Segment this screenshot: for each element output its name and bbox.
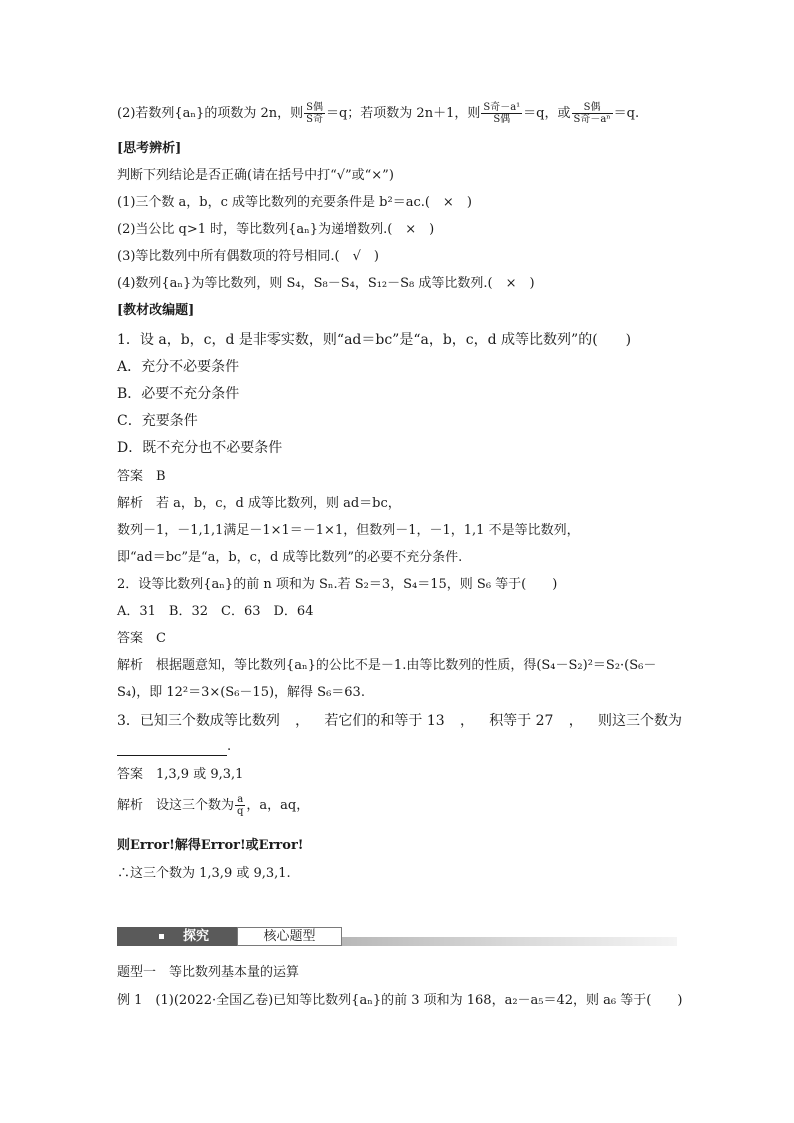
think-heading: [思考辨析] [117,141,182,156]
type-1-heading: 题型一 等比数列基本量的运算 [117,965,300,980]
think-item: (3)等比数列中所有偶数项的符号相同.( √ ) [117,249,379,264]
question-3-conclusion: ∴这三个数为 1,3,9 或 9,3,1. [117,866,291,881]
question-1-option-c: C．充要条件 [117,413,198,429]
think-intro: 判断下列结论是否正确(请在括号中打“√”或“×”) [117,168,394,183]
question-1-answer: 答案 B [117,469,166,484]
textbook-heading: [教材改编题] [117,303,195,318]
question-1-analysis: 解析 若 a，b，c，d 成等比数列，则 ad＝bc， [117,496,401,511]
question-1-option-d: D．既不充分也不必要条件 [117,440,283,456]
question-2-analysis: S₄)，即 12²＝3×(S₆－15)，解得 S₆＝63. [117,685,365,700]
think-item: (4)数列{aₙ}为等比数列，则 S₄，S₈－S₄，S₁₂－S₈ 成等比数列.( × ) [117,276,535,291]
sum-ratio-property: (2)若数列{aₙ}的项数为 2n，则 $\frac{\text{S偶}}{\text{S奇}}$ ＝q；若项数为 2n＋1，则 $\frac{\text{S奇－a¹}}{\text{S偶}}$ ＝q，或 $\frac{\text{S偶}}{\text{S奇－aⁿ}}$ ＝q. [117,102,640,125]
banner-light-tab: 核心题型 [237,927,342,946]
question-1-stem: 1．设 a，b，c，d 是非零实数，则“ad＝bc”是“a，b，c，d 成等比数列”的( ) [117,332,632,348]
fraction: $\frac{\text{S偶}}{\text{S奇}}$ [306,102,323,125]
fraction: $\frac{\text{S偶}}{\text{S奇－aⁿ}}$ [573,102,611,125]
section-banner [117,927,677,946]
answer-blank [117,741,227,756]
question-2-answer: 答案 C [117,631,166,646]
think-item: (2)当公比 q>1 时，等比数列{aₙ}为递增数列.( × ) [117,222,435,237]
question-2-analysis: 解析 根据题意知，等比数列{aₙ}的公比不是－1.由等比数列的性质，得(S₄－S₂)²＝S₂·(S₆－ [117,658,657,673]
think-item: (1)三个数 a，b，c 成等比数列的充要条件是 b²＝ac.( × ) [117,195,472,210]
question-2-options: A．31 B．32 C．63 D．64 [117,604,314,619]
fraction: $\frac{\text{S奇－a¹}}{\text{S偶}}$ [483,102,521,125]
question-2-stem: 2．设等比数列{aₙ}的前 n 项和为 Sₙ.若 S₂＝3，S₄＝15，则 S₆ 等于( ) [117,577,558,592]
question-1-analysis: 数列－1，－1,1,1满足－1×1＝－1×1，但数列－1，－1，1,1 不是等比数列， [117,523,580,538]
question-3-stem: 3．已知三个数成等比数列 ， 若它们的和等于 13 ， 积等于 27 ， 则这三个数为 [117,713,682,729]
question-3-answer: 答案 1,3,9 或 9,3,1 [117,767,244,782]
question-1-analysis: 即“ad＝bc”是“a，b，c，d 成等比数列”的必要不充分条件. [117,550,463,565]
question-1-option-a: A．充分不必要条件 [117,359,240,375]
banner-dark-tab: 探究 [117,927,237,946]
example-1: 例 1 (1)(2022·全国乙卷)已知等比数列{aₙ}的前 3 项和为 168，a₂－a₅＝42，则 a₆ 等于( ) [117,993,683,1008]
question-1-option-b: B．必要不充分条件 [117,386,240,402]
question-3-error-line: 则Error!解得Error!或Error! [117,838,304,853]
question-3-blank-line: . [117,738,231,756]
square-bullet-icon [159,934,164,939]
fraction: $\frac{a}{q}$ [237,794,244,817]
question-3-analysis: 解析 设这三个数为 $\frac{a}{q}$ ，a，aq， [117,794,310,817]
